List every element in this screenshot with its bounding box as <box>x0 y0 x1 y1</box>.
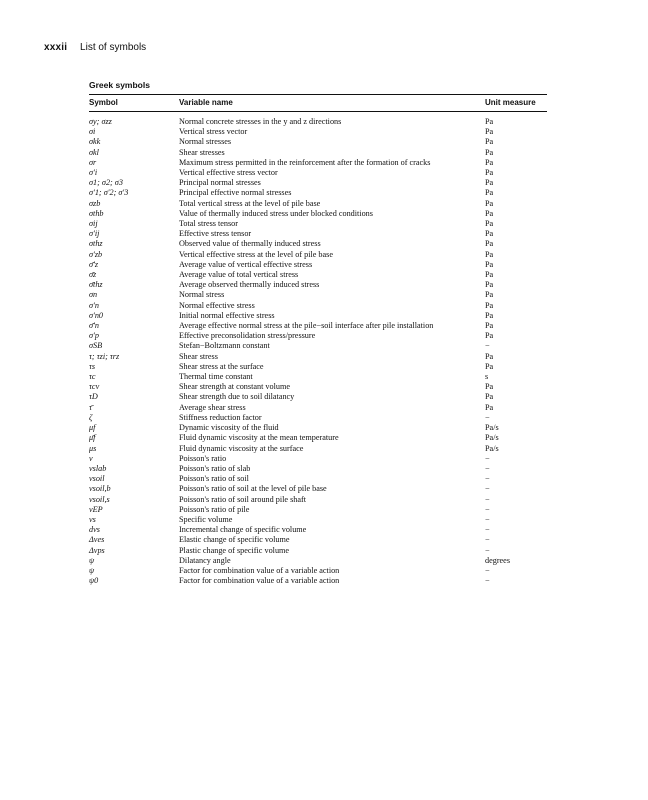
page-number: xxxii <box>44 42 68 53</box>
variable-name-cell: Vertical stress vector <box>179 127 248 137</box>
variable-name-cell: Poisson's ratio of soil at the level of pile base <box>179 484 327 494</box>
variable-name-cell: Normal stresses <box>179 137 232 147</box>
table-row <box>89 423 547 433</box>
variable-name-cell: Value of thermally induced stress under blocked conditions <box>179 208 373 218</box>
table-row <box>89 341 547 351</box>
variable-name-cell: Incremental change of specific volume <box>179 525 307 535</box>
symbol-cell: νsoil,s <box>89 494 110 504</box>
table-row <box>89 362 547 372</box>
unit-cell: Pa <box>485 280 494 290</box>
unit-cell: Pa <box>485 147 494 157</box>
symbol-cell: σy; σzz <box>89 117 112 126</box>
symbol-cell: σ′zb <box>89 249 103 259</box>
variable-name-cell: Shear stress at the surface <box>179 361 264 371</box>
unit-cell: − <box>485 341 490 351</box>
table-row <box>89 311 547 321</box>
symbol-cell: σkk <box>89 137 101 147</box>
table-row <box>89 331 547 341</box>
symbol-cell: σ̄′n <box>89 321 99 331</box>
variable-name-cell: Fluid dynamic viscosity at the mean temperature <box>179 433 339 443</box>
table-row <box>89 148 547 158</box>
symbol-cell: νs <box>89 514 96 524</box>
table-row <box>89 250 547 260</box>
table-row <box>89 566 547 576</box>
unit-cell: Pa <box>485 270 494 280</box>
running-header <box>44 42 146 53</box>
variable-name-cell: Principal normal stresses <box>179 178 261 188</box>
variable-name-cell: Normal effective stress <box>179 300 255 310</box>
table-row <box>89 454 547 464</box>
variable-name-cell: Maximum stress permitted in the reinforcement after the formation of cracks <box>179 157 431 167</box>
table-row <box>89 229 547 239</box>
variable-name-cell: Fluid dynamic viscosity at the surface <box>179 443 304 453</box>
symbol-cell: σij <box>89 219 98 229</box>
unit-cell: − <box>485 484 490 494</box>
variable-name-cell: Average effective normal stress at the pile−soil interface after pile installation <box>179 321 434 331</box>
variable-name-cell: Poisson's ratio of soil around pile shaft <box>179 494 307 504</box>
table-row <box>89 127 547 137</box>
table-row <box>89 301 547 311</box>
unit-cell: − <box>485 494 490 504</box>
table-top-rule <box>89 94 547 95</box>
table-row <box>89 239 547 249</box>
table-row <box>89 178 547 188</box>
unit-cell: Pa <box>485 188 494 198</box>
symbol-cell: σ′i <box>89 168 98 178</box>
table-row <box>89 168 547 178</box>
variable-name-cell: Observed value of thermally induced stress <box>179 239 321 249</box>
unit-cell: Pa <box>485 392 494 402</box>
column-header-unit-measure: Unit measure <box>485 98 536 107</box>
variable-name-cell: Average shear stress <box>179 402 246 412</box>
table-row <box>89 117 547 127</box>
table-row <box>89 576 547 586</box>
symbol-cell: νslab <box>89 463 107 473</box>
variable-name-cell: Dilatancy angle <box>179 555 231 565</box>
variable-name-cell: Shear stress <box>179 351 218 361</box>
table-row <box>89 535 547 545</box>
unit-cell: Pa <box>485 157 494 167</box>
unit-cell: Pa/s <box>485 443 499 453</box>
symbol-cell: μf <box>89 423 96 433</box>
symbol-cell: σ̄thz <box>89 280 103 290</box>
unit-cell: degrees <box>485 555 511 565</box>
symbol-cell: σ1; σ2; σ3 <box>89 178 123 188</box>
symbol-cell: σthz <box>89 239 103 249</box>
variable-name-cell: Average observed thermally induced stress <box>179 280 320 290</box>
symbol-cell: τs <box>89 361 96 371</box>
symbol-cell: σi <box>89 127 96 137</box>
table-row <box>89 372 547 382</box>
unit-cell: Pa <box>485 310 494 320</box>
unit-cell: Pa <box>485 127 494 137</box>
symbol-cell: σSB <box>89 341 103 351</box>
unit-cell: Pa <box>485 219 494 229</box>
symbol-cell: dνs <box>89 525 100 535</box>
symbol-cell: σ′p <box>89 331 99 341</box>
table-row <box>89 413 547 423</box>
variable-name-cell: Initial normal effective stress <box>179 310 275 320</box>
symbol-cell: Δνps <box>89 545 105 555</box>
unit-cell: − <box>485 504 490 514</box>
running-title: List of symbols <box>80 42 147 53</box>
table-row <box>89 403 547 413</box>
table-row <box>89 209 547 219</box>
unit-cell: − <box>485 545 490 555</box>
symbol-cell: τcv <box>89 382 100 392</box>
symbol-cell: μ̄f <box>89 433 96 443</box>
symbol-cell: σzb <box>89 198 101 208</box>
symbol-cell: ψ <box>89 565 95 575</box>
symbol-cell: μs <box>89 443 97 453</box>
variable-name-cell: Specific volume <box>179 514 233 524</box>
variable-name-cell: Factor for combination value of a variable action <box>179 576 340 586</box>
symbol-cell: σr <box>89 157 97 167</box>
symbol-cell: ζ <box>89 412 93 422</box>
table-row <box>89 290 547 300</box>
table-header-rule <box>89 111 547 112</box>
symbol-cell: τ̄ <box>89 402 92 412</box>
table-row <box>89 556 547 566</box>
unit-cell: − <box>485 535 490 545</box>
table-row <box>89 158 547 168</box>
unit-cell: Pa <box>485 290 494 300</box>
variable-name-cell: Normal stress <box>179 290 225 300</box>
variable-name-cell: Dynamic viscosity of the fluid <box>179 423 279 433</box>
symbol-cell: ψ0 <box>89 576 99 586</box>
unit-cell: Pa <box>485 361 494 371</box>
column-header-symbol: Symbol <box>89 98 118 107</box>
unit-cell: Pa <box>485 239 494 249</box>
symbol-cell: σkl <box>89 147 99 157</box>
unit-cell: Pa/s <box>485 433 499 443</box>
unit-cell: Pa <box>485 117 494 126</box>
symbol-cell: τ; τzi; τrz <box>89 351 120 361</box>
table-row <box>89 495 547 505</box>
table-row <box>89 321 547 331</box>
symbols-table-body <box>89 117 547 586</box>
unit-cell: Pa <box>485 208 494 218</box>
symbol-cell: Δνes <box>89 535 105 545</box>
section-title: Greek symbols <box>89 80 150 90</box>
unit-cell: − <box>485 463 490 473</box>
symbol-cell: νsoil <box>89 474 105 484</box>
table-row <box>89 188 547 198</box>
unit-cell: Pa <box>485 168 494 178</box>
unit-cell: − <box>485 474 490 484</box>
table-row <box>89 137 547 147</box>
variable-name-cell: Poisson's ratio <box>179 453 227 463</box>
table-row <box>89 352 547 362</box>
variable-name-cell: Thermal time constant <box>179 372 253 382</box>
unit-cell: s <box>485 372 489 382</box>
variable-name-cell: Poisson's ratio of pile <box>179 504 250 514</box>
table-row <box>89 515 547 525</box>
table-row <box>89 199 547 209</box>
unit-cell: Pa <box>485 402 494 412</box>
variable-name-cell: Total stress tensor <box>179 219 239 229</box>
variable-name-cell: Average value of vertical effective stress <box>179 259 313 269</box>
unit-cell: Pa <box>485 331 494 341</box>
variable-name-cell: Vertical effective stress at the level of pile base <box>179 249 333 259</box>
unit-cell: Pa <box>485 382 494 392</box>
table-row <box>89 444 547 454</box>
unit-cell: − <box>485 576 490 586</box>
unit-cell: − <box>485 453 490 463</box>
variable-name-cell: Effective stress tensor <box>179 229 252 239</box>
symbol-cell: τc <box>89 372 96 382</box>
variable-name-cell: Shear strength at constant volume <box>179 382 290 392</box>
table-row <box>89 392 547 402</box>
variable-name-cell: Factor for combination value of a variable action <box>179 565 340 575</box>
variable-name-cell: Stiffness reduction factor <box>179 412 262 422</box>
column-header-variable-name: Variable name <box>179 98 233 107</box>
table-row <box>89 260 547 270</box>
table-row <box>89 280 547 290</box>
symbol-cell: σthb <box>89 208 104 218</box>
variable-name-cell: Shear stresses <box>179 147 225 157</box>
variable-name-cell: Poisson's ratio of soil <box>179 474 249 484</box>
variable-name-cell: Effective preconsolidation stress/pressure <box>179 331 316 341</box>
unit-cell: Pa <box>485 137 494 147</box>
unit-cell: Pa <box>485 198 494 208</box>
variable-name-cell: Poisson's ratio of slab <box>179 463 251 473</box>
symbol-cell: ψ <box>89 555 95 565</box>
symbol-cell: τD <box>89 392 98 402</box>
table-row <box>89 433 547 443</box>
unit-cell: − <box>485 565 490 575</box>
symbol-cell: σ′ij <box>89 229 100 239</box>
unit-cell: − <box>485 412 490 422</box>
symbol-cell: νsoil,b <box>89 484 111 494</box>
table-row <box>89 219 547 229</box>
variable-name-cell: Total vertical stress at the level of pile base <box>179 198 321 208</box>
unit-cell: Pa <box>485 178 494 188</box>
variable-name-cell: Stefan−Boltzmann constant <box>179 341 270 351</box>
table-row <box>89 546 547 556</box>
variable-name-cell: Vertical effective stress vector <box>179 168 278 178</box>
symbol-cell: σ̄z <box>89 270 97 280</box>
variable-name-cell: Average value of total vertical stress <box>179 270 299 280</box>
unit-cell: Pa <box>485 259 494 269</box>
symbol-cell: ν <box>89 453 93 463</box>
table-row <box>89 382 547 392</box>
table-row <box>89 474 547 484</box>
unit-cell: Pa <box>485 321 494 331</box>
variable-name-cell: Shear strength due to soil dilatancy <box>179 392 295 402</box>
table-row <box>89 484 547 494</box>
symbol-cell: σ′1; σ′2; σ′3 <box>89 188 129 198</box>
variable-name-cell: Elastic change of specific volume <box>179 535 290 545</box>
table-row <box>89 525 547 535</box>
unit-cell: Pa <box>485 351 494 361</box>
symbol-cell: νEP <box>89 504 103 514</box>
symbol-cell: σ̄′z <box>89 259 99 269</box>
table-row <box>89 464 547 474</box>
unit-cell: − <box>485 525 490 535</box>
unit-cell: Pa/s <box>485 423 499 433</box>
unit-cell: Pa <box>485 300 494 310</box>
variable-name-cell: Plastic change of specific volume <box>179 545 290 555</box>
table-row <box>89 505 547 515</box>
unit-cell: Pa <box>485 249 494 259</box>
table-row <box>89 270 547 280</box>
unit-cell: Pa <box>485 229 494 239</box>
unit-cell: − <box>485 514 490 524</box>
symbol-cell: σ′n0 <box>89 310 104 320</box>
symbol-cell: σ′n <box>89 300 99 310</box>
variable-name-cell: Normal concrete stresses in the y and z directions <box>179 117 342 126</box>
variable-name-cell: Principal effective normal stresses <box>179 188 292 198</box>
symbol-cell: σn <box>89 290 98 300</box>
